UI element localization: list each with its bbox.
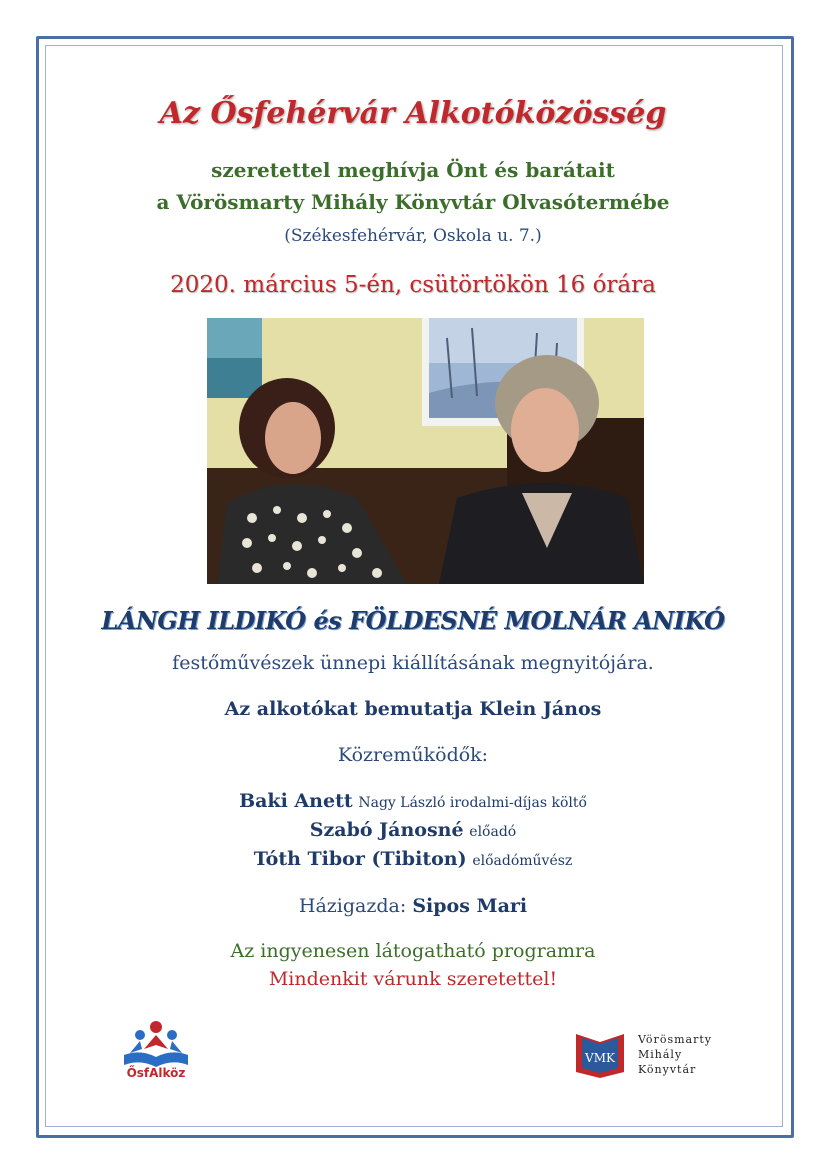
host-label: Házigazda: bbox=[298, 895, 407, 917]
artists-photo bbox=[207, 318, 644, 584]
contributors-heading: Közreműködők: bbox=[337, 744, 489, 766]
vmk-line-3: Könyvtár bbox=[638, 1063, 697, 1076]
page-title: Az Ősfehérvár Alkotóközösség bbox=[159, 96, 667, 131]
host-line bbox=[0, 895, 826, 917]
vmk-mark: VMK bbox=[585, 1051, 615, 1065]
performer-line bbox=[0, 819, 826, 841]
address: (Székesfehérvár, Oskola u. 7.) bbox=[284, 226, 542, 246]
vmk-line-2: Mihály bbox=[638, 1048, 683, 1061]
vmk-library-name bbox=[638, 1032, 712, 1077]
performer-role: előadó bbox=[469, 824, 517, 840]
performer-name: Tóth Tibor (Tibiton) bbox=[253, 848, 467, 870]
invite-line-2: a Vörösmarty Mihály Könyvtár Olvasótermébe bbox=[156, 190, 670, 214]
invite-line-1: szeretettel meghívja Önt és barátait bbox=[211, 158, 615, 182]
artists-names: LÁNGH ILDIKÓ és FÖLDESNÉ MOLNÁR ANIKÓ bbox=[101, 606, 725, 635]
vmk-line-1: Vörösmarty bbox=[638, 1033, 712, 1046]
welcome-line: Mindenkit várunk szeretettel! bbox=[268, 968, 558, 990]
osfalkoz-logo-text: ŐsfAlköz bbox=[126, 1066, 186, 1080]
vmk-library-logo-icon bbox=[572, 1028, 628, 1080]
performer-line bbox=[0, 790, 826, 812]
event-subtitle: festőművészek ünnepi kiállításának megnyitójára. bbox=[172, 652, 654, 674]
photo-illustration bbox=[207, 318, 644, 584]
performer-role: Nagy László irodalmi-díjas költő bbox=[358, 795, 587, 811]
presenter-line: Az alkotókat bemutatja Klein János bbox=[224, 698, 602, 720]
performer-line bbox=[0, 848, 826, 870]
performer-name: Szabó Jánosné bbox=[309, 819, 464, 841]
event-datetime: 2020. március 5-én, csütörtökön 16 órára bbox=[170, 272, 656, 298]
performer-name: Baki Anett bbox=[239, 790, 353, 812]
free-entry-note: Az ingyenesen látogatható programra bbox=[230, 940, 596, 962]
performer-role: előadóművész bbox=[472, 853, 573, 869]
host-name: Sipos Mari bbox=[412, 895, 528, 917]
